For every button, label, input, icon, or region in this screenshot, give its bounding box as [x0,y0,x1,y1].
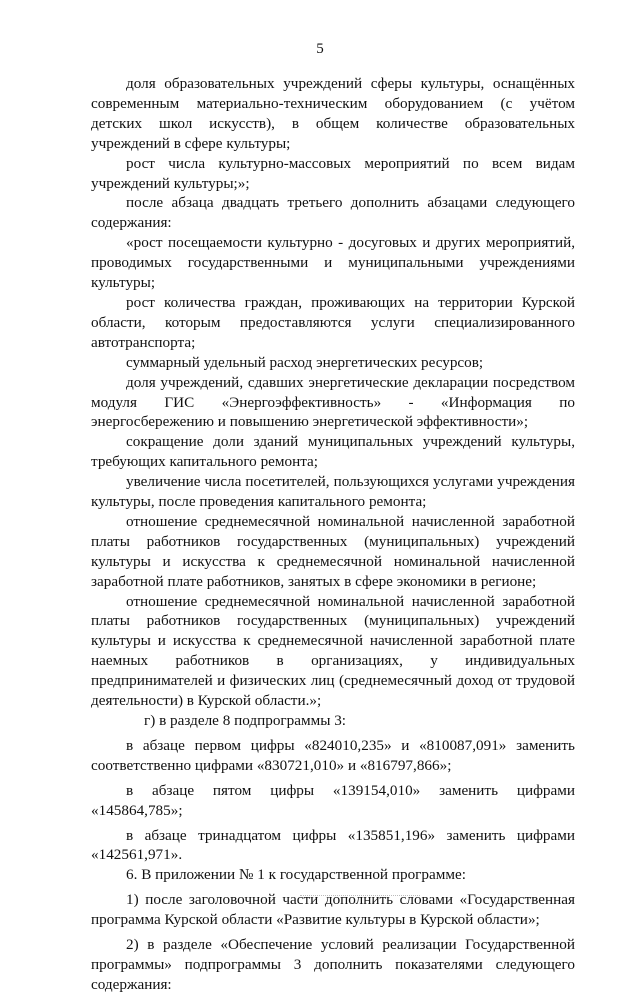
paragraph: «рост посещаемости культурно - досуговых и других мероприятий, проводимых государственными и муниципальными учреждениями культуры; [91,234,575,292]
paragraph: отношение среднемесячной номинальной начисленной заработной платы работников государственных (муниципальных) учреждений культуры и искусства к среднемесячной начисленной заработной плате наемных работников в организациях, у индивидуальных предпринимателей и физических лиц (среднемесячный доход от трудовой деятельности) в Курской области.»; [91,592,575,710]
paragraph: доля учреждений, сдавших энергетические декларации посредством модуля ГИС «Энергоэффективность» - «Информация по энергосбережению и повышению энергетической эффективности»; [91,373,575,431]
paragraph: рост числа культурно-массовых мероприятий по всем видам учреждений культуры;»; [91,154,575,192]
paragraph: сокращение доли зданий муниципальных учреждений культуры, требующих капитального ремонта; [91,433,575,471]
paragraph: доля образовательных учреждений сферы культуры, оснащённых современным материально-техническим оборудованием (с учётом детских школ искусств), в общем количестве образовательных учреждений в сфере культуры; [91,75,575,152]
paragraph: в абзаце пятом цифры «139154,010» заменить цифрами «145864,785»; [91,781,575,819]
paragraph: 6. В приложении № 1 к государственной программе: [126,866,466,884]
paragraph: увеличение числа посетителей, пользующихся услугами учреждения культуры, после проведения капитального ремонта; [91,473,575,511]
paragraph: в абзаце тринадцатом цифры «135851,196» заменить цифрами «142561,971». [91,826,575,864]
paragraph: после абзаца двадцать третьего дополнить абзацами следующего содержания: [91,194,575,232]
paragraph: г) в разделе 8 подпрограммы 3: [144,712,347,729]
paragraph: рост количества граждан, проживающих на территории Курской области, которым предоставляются услуги специализированного автотранспорта; [91,293,575,351]
footer-rule [300,895,420,896]
page-number: 5 [316,41,324,57]
paragraph: в абзаце первом цифры «824010,235» и «810087,091» заменить соответственно цифрами «830721,010» и «816797,866»; [91,736,575,774]
paragraph: 1) после заголовочной части дополнить словами «Государственная программа Курской области «Развитие культуры в Курской области»; [91,891,575,929]
document-body [91,74,575,995]
paragraph: отношение среднемесячной номинальной начисленной заработной платы работников государственных (муниципальных) учреждений культуры и искусства к среднемесячной номинальной начисленной заработной плате работников, занятых в сфере экономики в регионе; [91,512,575,590]
paragraph: 2) в разделе «Обеспечение условий реализации Государственной программы» подпрограммы 3 дополнить показателями следующего содержания: [91,936,575,993]
paragraph: суммарный удельный расход энергетических ресурсов; [126,353,484,371]
